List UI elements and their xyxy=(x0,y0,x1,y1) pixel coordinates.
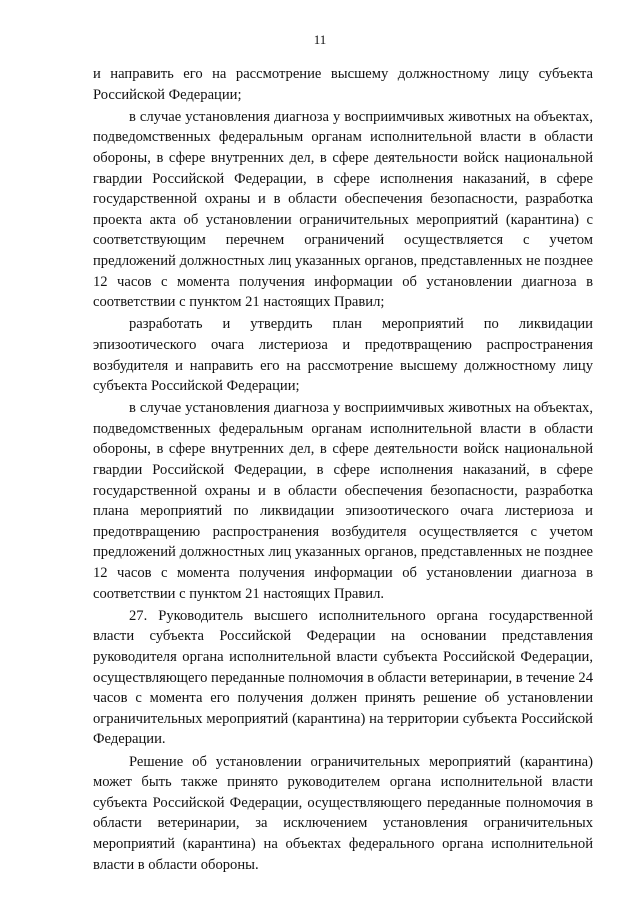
paragraph: разработать и утвердить план мероприятий по ликвидации эпизоотического очага листериоза и предотвращению распространения возбудителя и направить его на рассмотрение высшему должностному лицу субъекта Российской Федерации; xyxy=(93,316,593,395)
page-number: 11 xyxy=(313,32,327,47)
paragraph: Решение об установлении ограничительных мероприятий (карантина) может быть также принято руководителем органа исполнительной власти субъекта Российской Федерации, осуществляющего переданные полномочия в области ветеринарии, за исключением установления ограничительных мероприятий (карантина) на объектах федерального органа исполнительной власти в области обороны. xyxy=(93,753,593,873)
paragraph: в случае установления диагноза у восприимчивых животных на объектах, подведомственных федеральным органам исполнительной власти в области обороны, в сфере внутренних дел, в сфере деятельности войск национальной гвардии Российской Федерации, в сфере исполнения наказаний, в сфере государственной охраны и в области обеспечения безопасности, разработка проекта акта об установлении ограничительных мероприятий (карантина) с соответствующим перечнем ограничений осуществляется с учетом предложений должностных лиц указанных органов, представленных не позднее 12 часов с момента получения информации об установлении диагноза в соответствии с пунктом 21 настоящих Правил; xyxy=(93,108,593,311)
paragraph-clause-27: 27. Руководитель высшего исполнительного органа государственной власти субъекта Российской Федерации на основании представления руководителя органа исполнительной власти субъекта Российской Федерации, осуществляющего переданные полномочия в области ветеринарии, в течение 24 часов с момента его получения должен принять решение об установлении ограничительных мероприятий (карантина) на территории субъекта Российской Федерации. xyxy=(93,607,593,748)
paragraph: и направить его на рассмотрение высшему должностному лицу субъекта Российской Федерации; xyxy=(93,66,593,103)
paragraph: в случае установления диагноза у восприимчивых животных на объектах, подведомственных федеральным органам исполнительной власти в области обороны, в сфере внутренних дел, в сфере деятельности войск национальной гвардии Российской Федерации, в сфере исполнения наказаний, в сфере государственной охраны и в области обеспечения безопасности, разработка плана мероприятий по ликвидации эпизоотического очага листериоза и предотвращению распространения возбудителя осуществляется с учетом предложений должностных лиц указанных органов, представленных не позднее 12 часов с момента получения информации об установлении диагноза в соответствии с пунктом 21 настоящих Правил. xyxy=(93,400,593,602)
document-body xyxy=(93,64,593,877)
